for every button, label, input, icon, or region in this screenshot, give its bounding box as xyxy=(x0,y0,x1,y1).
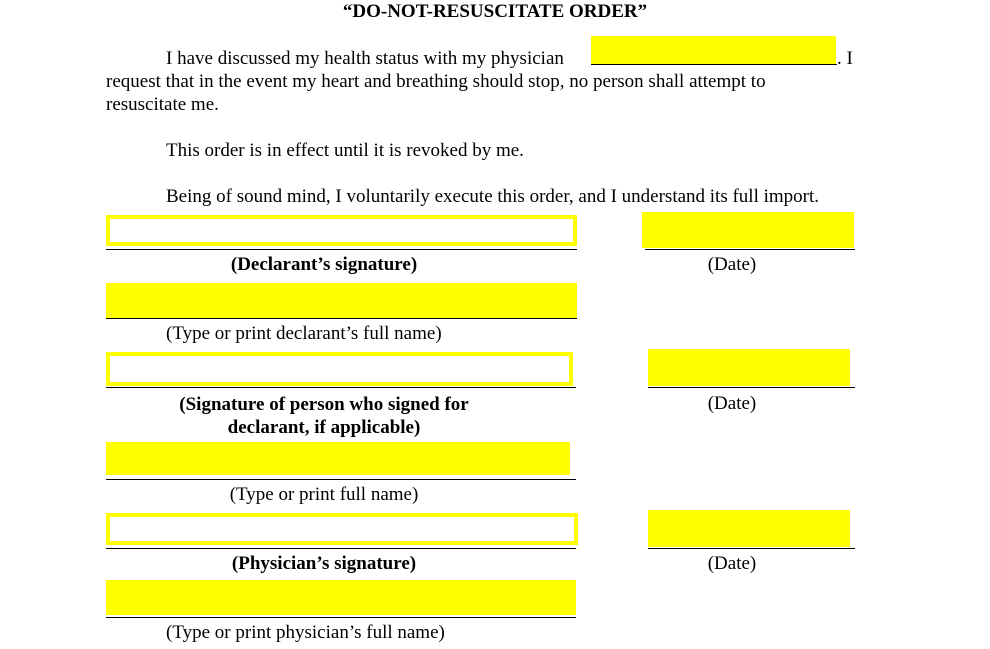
proxy-date-line xyxy=(648,387,855,388)
declarant-name-line xyxy=(106,318,577,319)
physician-date-field[interactable] xyxy=(648,510,850,547)
physician-signature-caption: (Physician’s signature) xyxy=(231,553,417,574)
paragraph-1-line-1: I have discussed my health status with my physician xyxy=(166,48,564,69)
declarant-signature-line xyxy=(106,249,577,250)
physician-name-caption: (Type or print physician’s full name) xyxy=(166,622,445,643)
proxy-signature-label-line-2: declarant, if applicable xyxy=(227,417,414,438)
proxy-signature-field[interactable] xyxy=(106,352,573,386)
declarant-date-field[interactable] xyxy=(642,212,854,248)
paragraph-1-period: . I xyxy=(837,48,853,69)
proxy-signature-caption: (Signature of person who signed for declarant, if applicable) xyxy=(179,394,469,438)
physician-signature-field[interactable] xyxy=(106,513,578,545)
proxy-name-caption: (Type or print full name) xyxy=(229,484,419,505)
document-title: “DO-NOT-RESUSCITATE ORDER” xyxy=(342,1,648,22)
proxy-date-field[interactable] xyxy=(648,349,850,386)
declarant-signature-label: Declarant’s signature xyxy=(237,254,411,275)
physician-name-line xyxy=(106,617,576,618)
physician-date-line xyxy=(648,548,855,549)
physician-name-inline-field[interactable] xyxy=(591,36,836,64)
physician-date-caption: (Date) xyxy=(707,553,757,574)
paragraph-1-line-2: request that in the event my heart and breathing should stop, no person shall attempt to xyxy=(106,71,766,92)
paragraph-1-line-3: resuscitate me. xyxy=(106,94,219,115)
proxy-date-caption: (Date) xyxy=(707,393,757,414)
paragraph-3: Being of sound mind, I voluntarily execute this order, and I understand its full import. xyxy=(166,186,820,207)
declarant-signature-caption: (Declarant’s signature) xyxy=(230,254,418,275)
declarant-signature-field[interactable] xyxy=(106,215,577,246)
declarant-date-caption: (Date) xyxy=(707,254,757,275)
physician-name-inline-underline xyxy=(591,64,837,65)
physician-name-field[interactable] xyxy=(106,580,576,615)
declarant-name-field[interactable] xyxy=(106,283,577,318)
physician-signature-line xyxy=(106,548,576,549)
proxy-signature-line xyxy=(106,387,576,388)
proxy-name-line xyxy=(106,479,576,480)
physician-signature-label: Physician’s signature xyxy=(238,553,410,574)
proxy-name-field[interactable] xyxy=(106,442,570,475)
proxy-signature-label-line-1: Signature of person who signed for xyxy=(185,394,469,415)
declarant-date-line xyxy=(645,249,855,250)
declarant-name-caption: (Type or print declarant’s full name) xyxy=(166,323,442,344)
paragraph-2: This order is in effect until it is revoked by me. xyxy=(166,140,524,161)
